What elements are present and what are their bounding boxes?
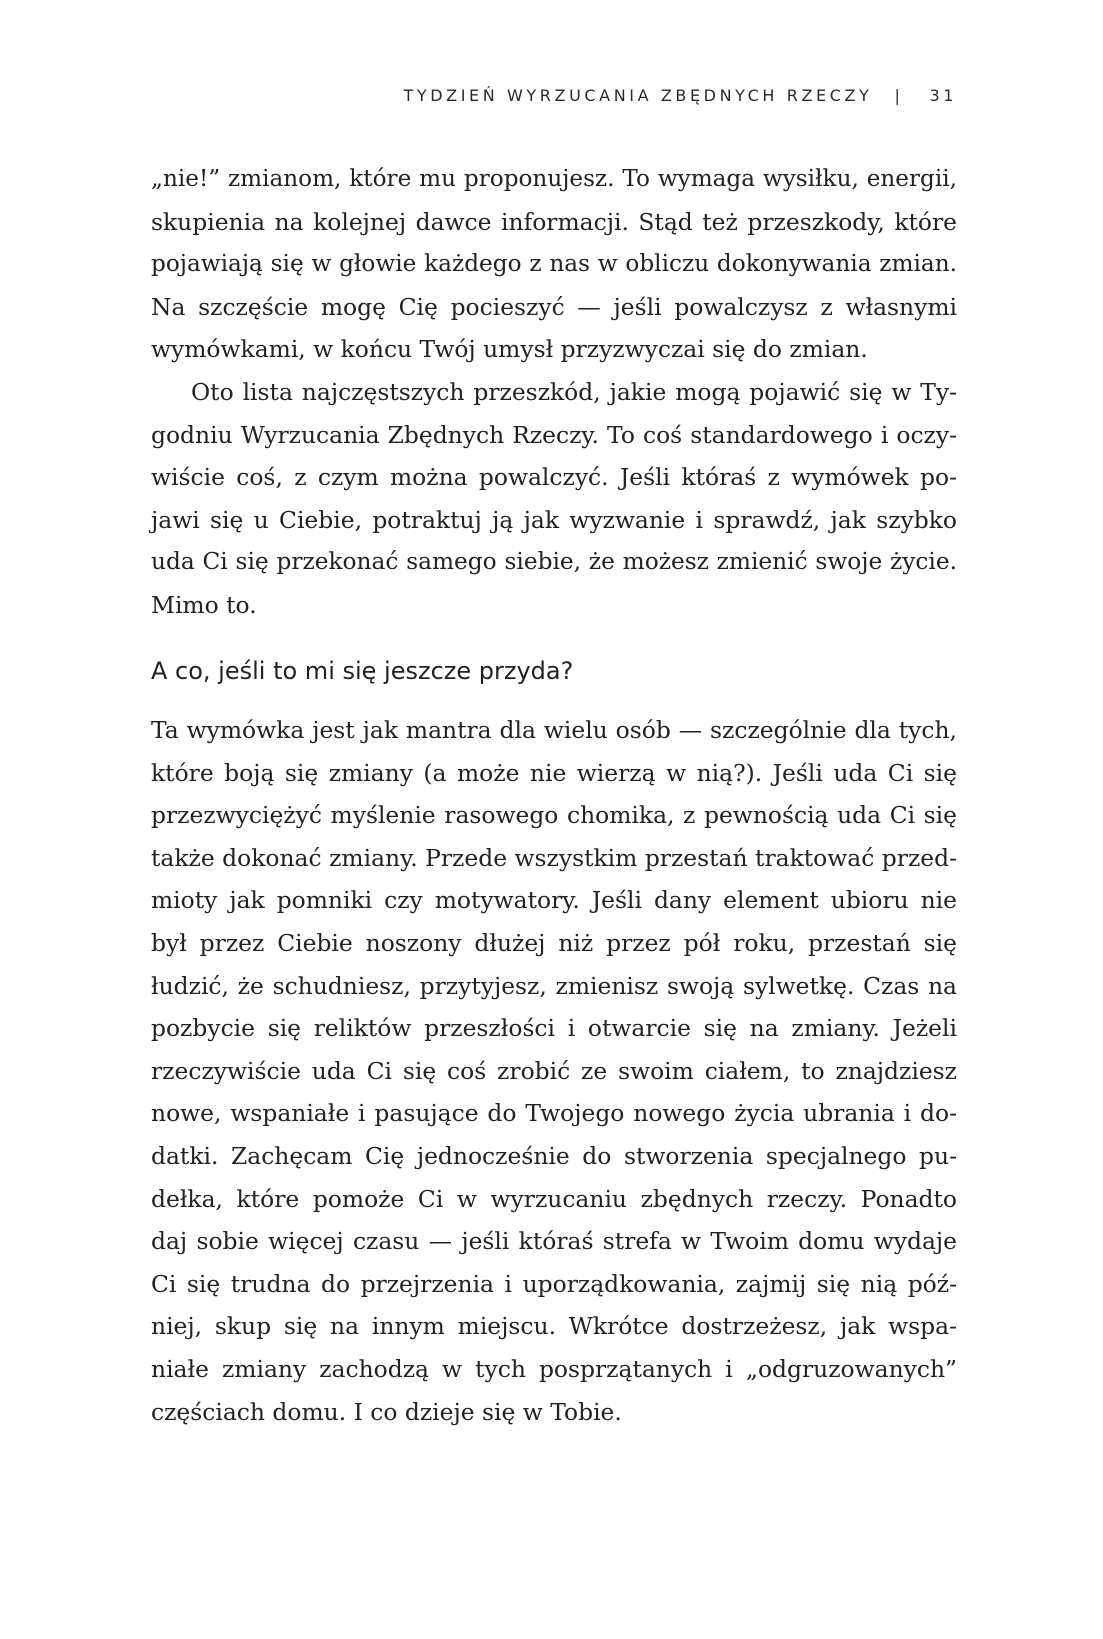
text-line: które boją się zmiany (a może nie wierzą w nią?). Jeśli uda Ci się (151, 758, 957, 787)
paragraph-1 (151, 158, 957, 371)
text-line: Ta wymówka jest jak mantra dla wielu osób — szczególnie dla tych, (151, 716, 957, 744)
body-text-top (151, 158, 957, 627)
text-line: rzeczywiście uda Ci się coś zrobić ze swoim ciałem, to znajdziesz (151, 1056, 957, 1085)
header-separator: | (894, 86, 904, 105)
paragraph-2 (151, 371, 957, 627)
text-line: „nie!” zmianom, które mu proponujesz. To wymaga wysiłku, energii, (151, 166, 957, 192)
text-line: częściach domu. I co dzieje się w Tobie. (151, 1397, 622, 1426)
text-line: niej, skup się na innym miejscu. Wkrótce dostrzeżesz, jak wspa- (151, 1312, 957, 1341)
text-line: jawi się u Ciebie, potraktuj ją jak wyzwanie i sprawdź, jak szybko (151, 505, 957, 534)
section-heading: A co, jeśli to mi się jeszcze przyda? (151, 657, 574, 685)
running-header (403, 86, 957, 105)
text-line: Oto lista najczęstszych przeszkód, jakie mogą pojawić się w Ty- (191, 377, 957, 406)
text-line: był przez Ciebie noszony dłużej niż przez pół roku, przestań się (151, 928, 957, 957)
text-line: daj sobie więcej czasu — jeśli któraś strefa w Twoim domu wydaje (151, 1227, 957, 1256)
section-paragraph (151, 709, 957, 1433)
text-line: także dokonać zmiany. Przede wszystkim przestań traktować przed- (151, 843, 957, 872)
text-line: dełka, które pomoże Ci w wyrzucaniu zbędnych rzeczy. Ponadto (151, 1184, 957, 1213)
text-line: godniu Wyrzucania Zbędnych Rzeczy. To coś standardowego i oczy- (151, 420, 957, 449)
text-line: pozbycie się reliktów przeszłości i otwarcie się na zmiany. Jeżeli (151, 1014, 957, 1043)
page-number: 31 (929, 86, 957, 105)
text-line: nowe, wspaniałe i pasujące do Twojego nowego życia ubrania i do- (151, 1099, 957, 1128)
text-line: wymówkami, w końcu Twój umysł przyzwyczai się do zmian. (151, 335, 868, 364)
text-line: uda Ci się przekonać samego siebie, że możesz zmienić swoje życie. (151, 548, 957, 576)
body-text-section (151, 709, 957, 1433)
text-line: pojawiają się w głowie każdego z nas w obliczu dokonywania zmian. (151, 250, 957, 278)
text-line: Na szczęście mogę Cię pocieszyć — jeśli powalczysz z własnymi (151, 292, 957, 321)
text-line: Mimo to. (151, 590, 257, 619)
text-line: wiście coś, z czym można powalczyć. Jeśli któraś z wymówek po- (151, 463, 957, 492)
text-line: niałe zmiany zachodzą w tych posprzątanych i „odgruzowanych” (151, 1354, 957, 1383)
text-line: Ci się trudna do przejrzenia i uporządkowania, zajmij się nią póź- (151, 1269, 957, 1298)
text-line: skupienia na kolejnej dawce informacji. Stąd też przeszkody, które (151, 207, 957, 236)
text-line: przezwyciężyć myślenie rasowego chomika, z pewnością uda Ci się (151, 801, 957, 830)
text-line: datki. Zachęcam Cię jednocześnie do stworzenia specjalnego pu- (151, 1141, 957, 1170)
text-line: mioty jak pomniki czy motywatory. Jeśli dany element ubioru nie (151, 886, 957, 915)
text-line: łudzić, że schudniesz, przytyjesz, zmienisz swoją sylwetkę. Czas na (151, 971, 957, 1000)
running-title: TYDZIEŃ WYRZUCANIA ZBĘDNYCH RZECZY (403, 86, 873, 105)
